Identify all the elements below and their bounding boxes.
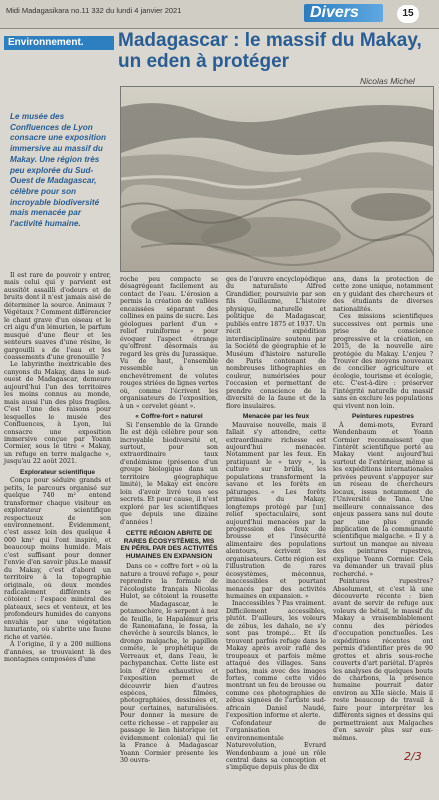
rubric-label: Environnement. <box>4 36 114 50</box>
masthead-line: Midi Madagasikara no.11 332 du lundi 4 janvier 2021 <box>6 6 182 15</box>
article-title: Madagascar : le massif du Makay, un eden à protéger <box>118 30 422 72</box>
article-column-3 <box>226 276 326 772</box>
paragraph: Cofondateur de l'organisation environnementale Naturevolution, Evrard Wendenbaum a joué un rôle central dans sa conception et s'implique depuis plus de dix <box>226 719 326 772</box>
paragraph: Le labyrinthe inextricable des canyons du Makay, dans le sud-ouest de Madagascar, demeure aujourd'hui l'un des territoires les moins connus au monde, mais aussi l'un des plus fragiles. C'est l'une des raisons pour lesquelles le musée des Confluences, à Lyon, lui consacre une exposition immersive conçue par Yoann Cormier, sous le titre « Makay, un refuge en terre malgache », jusqu'au 22 août 2021. <box>4 361 111 466</box>
paragraph: Inaccessibles ? Pas vraiment. Difficilement accessibles, plutôt. D'ailleurs, les voleurs de zébus, les dahalo, ne s'y sont pas trompé… Et ils trouvent parfois refuge dans le Makay après avoir raflé des troupeaux et parfois même attaqué des villages. Sans pathos, mais avec des images fortes, comme cette vidéo montrant un feu de brousse ou comme ces photographies de zébus signées de l'artiste sud-africain Daniel Naudé, l'exposition informe et alerte. <box>226 600 326 720</box>
article-column-1 <box>4 272 111 664</box>
article-column-4 <box>333 276 433 742</box>
makay-canyon-photo <box>120 86 434 272</box>
section-label: Divers <box>304 4 383 22</box>
paragraph: Mauvaise nouvelle, mais il fallait s'y attendre, cette extraordinaire richesse est aujourd'hui menacée. Notamment par les feux. En pratiquant le « tavy », la culture sur brûlis, les populations transforment la savane et les forêts en pâturages. « Les forêts primaires du Makay, longtemps protégé par [un] relief spectaculaire, sont aujourd'hui menacées par la progression des feux de brousse et l'insécurité alimentaire des populations alentours, écrivent les organisateurs. Cette région est l'illustration de rares écosystèmes, méconnus, inaccessibles et pourtant menacés par des activités humaines en expansion. » <box>226 421 326 601</box>
paragraph: Ces missions scientifiques successives ont permis une prise de conscience progressive et la création, en 2015, de la nouvelle aire protégée du Makay. L'enjeu ? Trouver des moyens nouveaux de concilier agriculture et écologie, tourisme et écologie, etc. C'est-à-dire : préserver l'intégrité naturelle du massif sans en exclure les populations qui vivent non loin. <box>333 313 433 410</box>
byline: Nicolas Michel <box>360 76 415 86</box>
paragraph: ans, dans la protection de cette zone unique, notamment en y guidant des chercheurs et des étudiants de diverses nationalités. <box>333 276 433 313</box>
paragraph: Peintures rupestres? Absolument, et c'est là une découverte récente : bien avant de servir de refuge aux voleurs de bétail, le massif du Makay a vraisemblablement connu des périodes d'occupation ponctuelles. Les expéditions récentes ont permis d'identifier près de 90 grottes et abris sous-roche couverts d'art pariétal. D'après les analyses de quelques bouts de charbons, la présence humaine pourrait dater environ au XIIe siècle. Mais il reste beaucoup de travail à faire pour interpréter les différents signes et dessins qui permettraient aux Malgaches d'en savoir plus sur eux-mêmes. <box>333 578 433 742</box>
lead-paragraph: Le musée des Confluences de Lyon consacre une exposition immersive au massif du Makay. Une région très peu explorée du Sud-Ouest de Madagascar, célèbre pour son incroyable biodiversité mais menacée par l'activité humaine. <box>10 112 107 229</box>
paragraph: À demi-mots, Evrard Wendenbaum et Yoann Cormier reconnaissent que l'intérêt scientifique porté au Makay vient aujourd'hui surtout de l'extérieur, même si les expéditions internationales privées peuvent s'appuyer sur un réseau de chercheurs locaux, issus notamment de l'Université de Tana. Une meilleure connaissance des enjeux passera sans nul doute par une plus grande implication de la communauté scientifique malgache. « Il y a surtout un manque au niveau des peintures rupestres, explique Yoann Cormier. Cela va demander un travail plus recherché. » <box>333 421 433 578</box>
paragraph: Dans ce « coffre fort » où la nature a trouvé refuge », pour reprendre la formule de l'écologiste français Nicolas Hulot, se côtoient la rousette de Madagascar, le potamochère, le serpent à nez de feuille, le Hapalémur gris de Ranomafana, le fossa, la chevêche à sourcils blancs, le drongo malgache, le papillon comète, le prophétique de Verreaux et, dans l'eau, le pachypanchax. Cette liste est loin d'être exhaustive et l'exposition permet de découvrir bien d'autres espèces, filmées, photographiées, dessinées et, pour certaines, naturalisées. Pour donner la mesure de cette richesse – et rappeler au passage le lien historique (et évidemment colonial) qui lie la France à Madagascar Yoann Cormier présente les 30 ouvra- <box>120 563 218 765</box>
paragraph: Si l'ensemble de la Grande Île est déjà célèbre pour son incroyable biodiversité et, surtout, pour son extraordinaire taux d'endémisme (présence d'un groupe biologique dans un territoire géographique limité), le Makay est encore loin d'avoir livré tous ses secrets. Et pour cause, il n'est exploré par les scientifiques que depuis une dizaine d'années ! <box>120 421 218 526</box>
canyon-photo-illustration <box>121 87 434 272</box>
paragraph: À l'origine, il y a 200 millions d'années, se trouvaient là des montagnes composées d'une <box>4 641 111 664</box>
paragraph: Il est rare de pouvoir y entrer, mais celui qui y parvient est aussitôt assailli d'odeurs et de bruits dont il n'est jamais aisé de déterminer la source. Animaux ? Végétaux ? Comment différencier le chant grave d'un oiseau et le cri aigu d'un lémurien, le parfum musqué d'une fleur et les senteurs suaves d'une résine, le gargouilli s de l'eau et les coassements d'une grenouille ? <box>4 272 111 361</box>
subheading: « Coffre-fort » naturel <box>135 413 203 421</box>
subheading: Peintures rupestres <box>352 413 414 421</box>
newspaper-header <box>0 0 439 29</box>
paragraph: roche peu compacte se désagrégeant facilement au contact de l'eau. L'érosion a permis la création de vallées encaissées séparant des collines en pains de sucre. Les géologues parlent d'un « relief ruiniforme » pour évoquer l'aspect étrange qu'offrent désormais au regard les grès du Jurassique. Vu de haut, l'ensemble ressemble à un enchevêtrement de volutes rouges striées de lignes vertes où, comme l'écrivent les organisateurs de l'exposition, à un « cervelet géant ». <box>120 276 218 410</box>
subheading: Explorateur scientifique <box>19 468 96 476</box>
pull-quote: CETTE RÉGION ABRITE DE RARES ÉCOSYSTÈMES, MIS EN PÉRIL PAR DES ACTIVITÉS HUMAINES EN EXPANSION <box>120 529 218 560</box>
subheading: Menacée par les feux <box>242 413 310 421</box>
article-column-2 <box>120 276 218 765</box>
paragraph: ges de l'œuvre encyclopédique du naturaliste Alfred Grandidier, poursuivie par son fils Guillaume, L'histoire physique, naturelle et politique de Madagascar, publiés entre 1875 et 1937. Un récit expédition interdisciplinaire soutenu par la Société de géographie et le Muséum d'histoire naturelle de Paris contenant de nombreuses lithographies en couleur, numérisées pour l'occasion et permettant de prendre conscience de la diversité de la faune et de la flore insulaires. <box>226 276 326 410</box>
handwritten-page-mark: 2/3 <box>404 750 422 763</box>
page-number: 15 <box>397 5 419 23</box>
paragraph: Conçu pour séduire grands et petits, le parcours organisé sur quelque 740 m² entend transformer chaque visiteur en explorateur scientifique respectueux de son environnement. Évidemment, c'est assez loin des quelque 4 000 km² qui l'ont inspiré, et beaucoup moins humide. Mais c'est suffisant pour donner l'envie d'en savoir plus.Le massif du Makay, c'est d'abord un territoire à la topographie originale, où deux mondes radicalement différents se côtoient : l'espace minéral des plateaux, secs et venteux, et les profondeurs humides de canyons envahis par une végétation luxuriante, où s'abrite une faune riche et variée. <box>4 477 111 641</box>
